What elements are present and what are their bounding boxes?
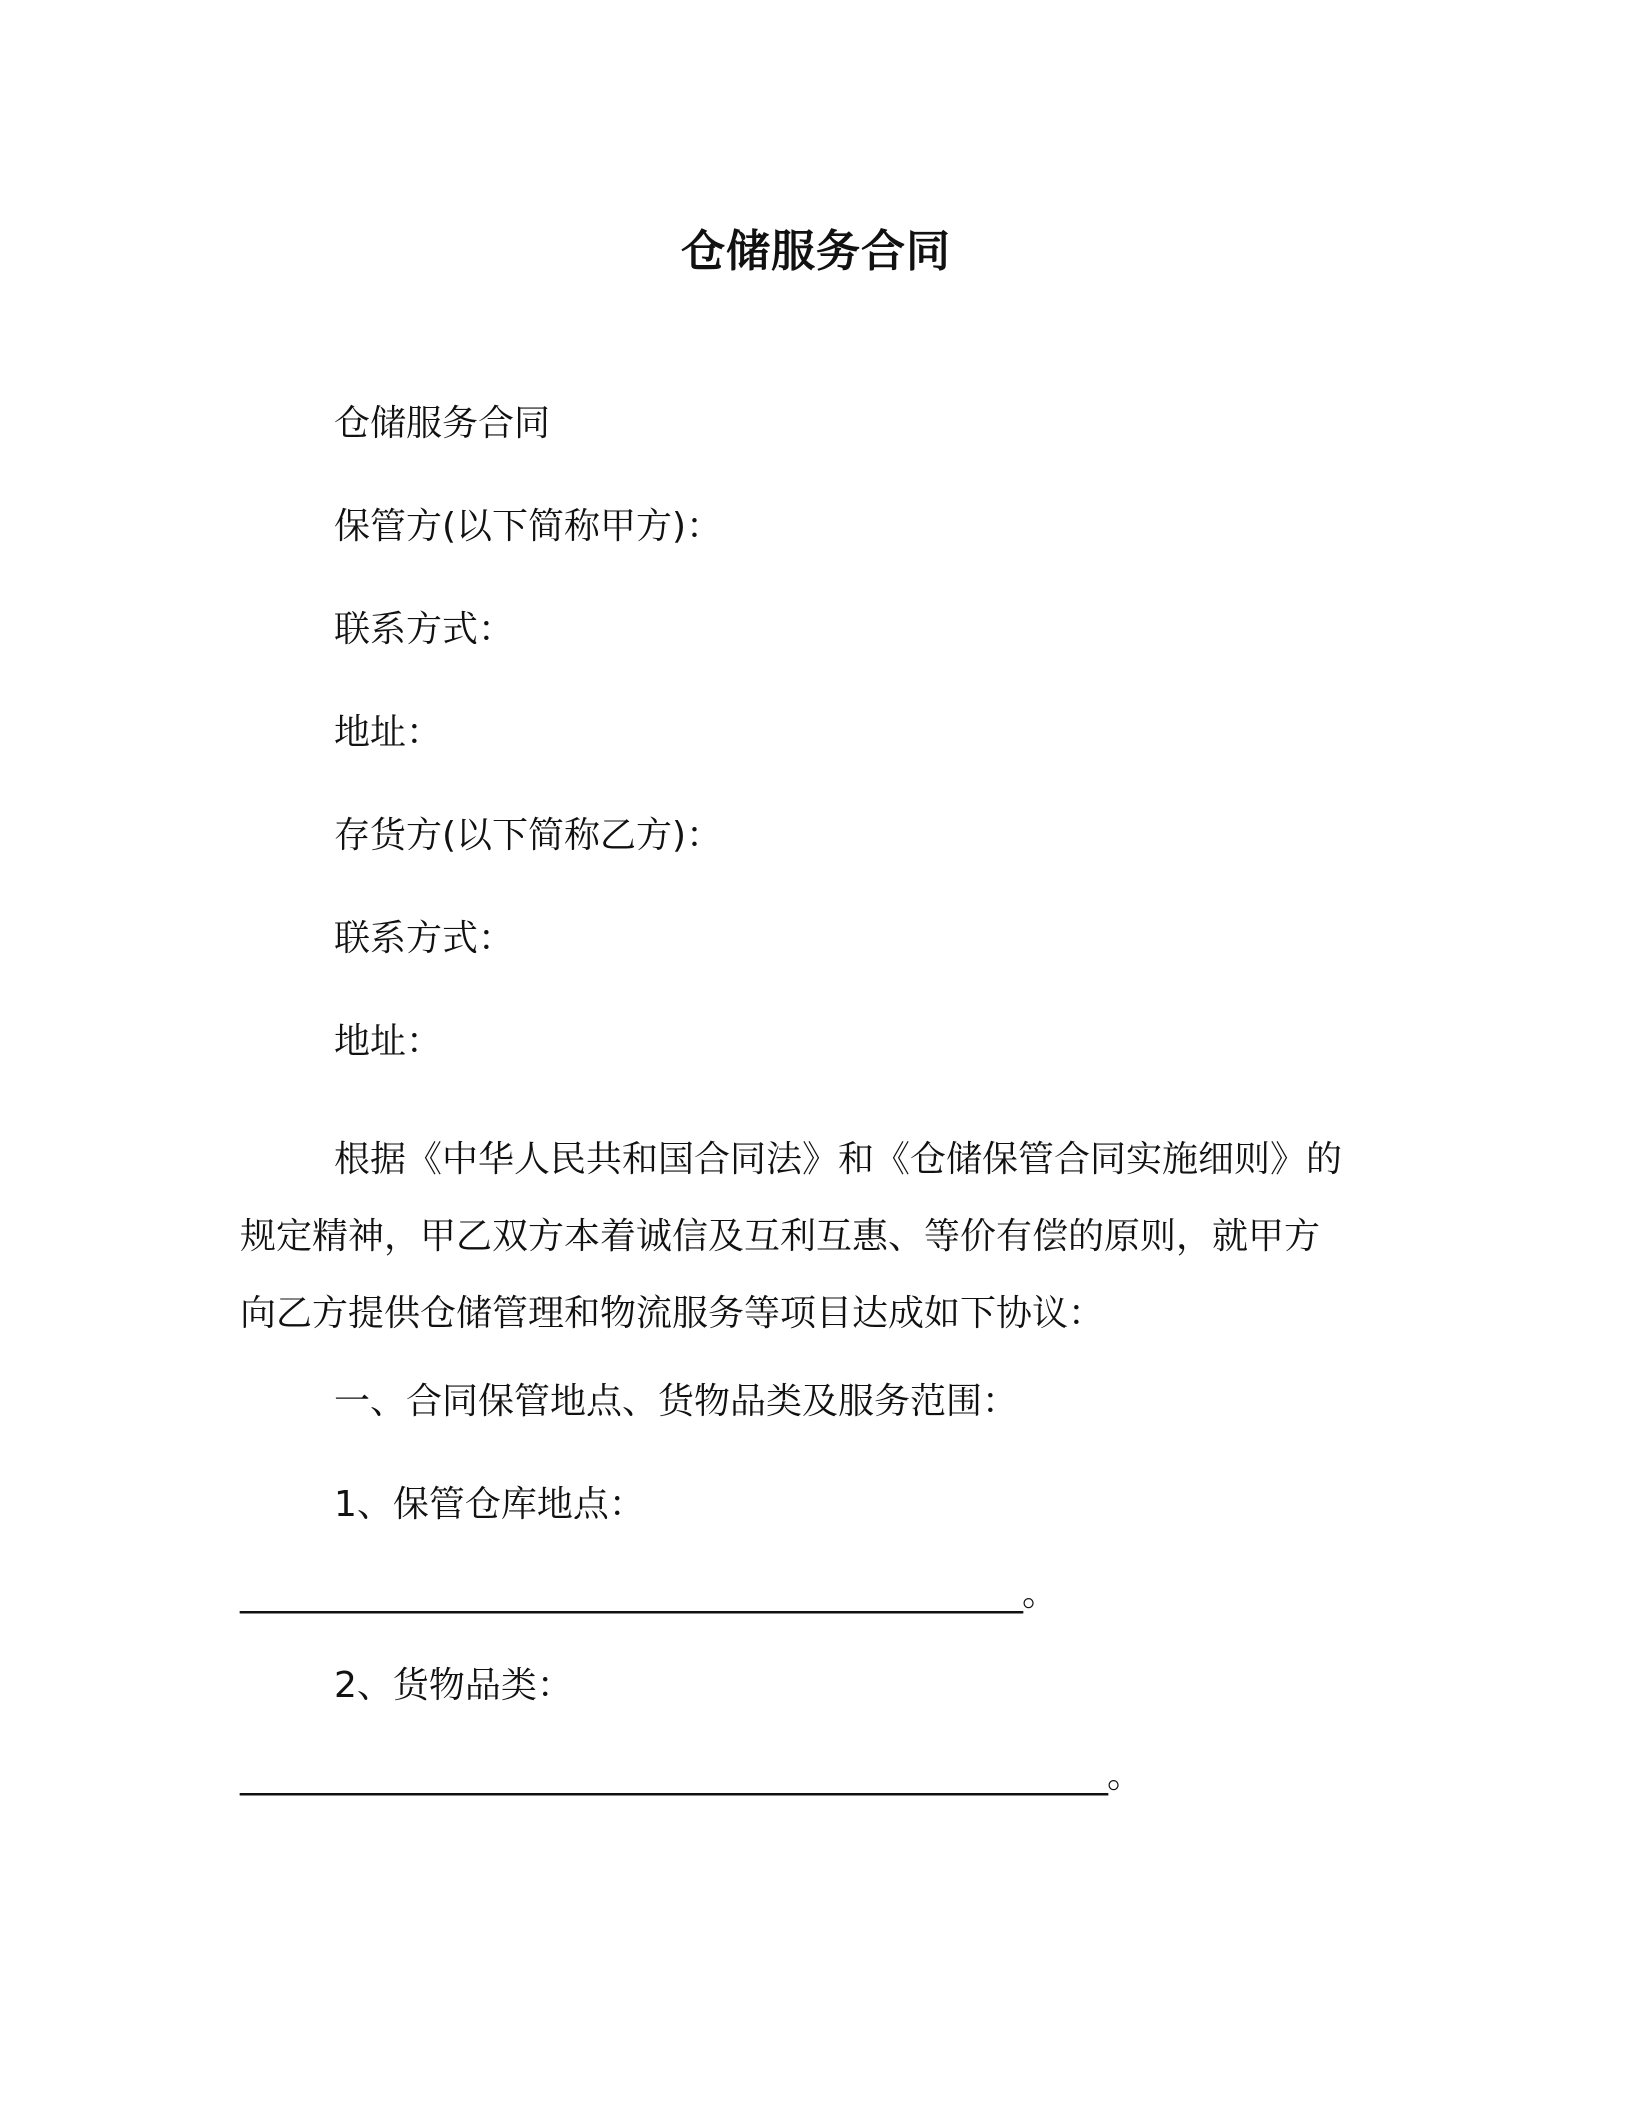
item-2-label: 2、货物品类： (334, 1665, 573, 1706)
document-title: 仓储服务合同 (681, 226, 951, 277)
intro-line-3: 向乙方提供仓储管理和物流服务等项目达成如下协议： (240, 1293, 1105, 1334)
party-a-address: 地址： (334, 712, 443, 753)
section-1-heading: 一、合同保管地点、货物品类及服务范围： (334, 1381, 1019, 1422)
intro-paragraph (240, 1121, 1400, 1352)
intro-line-2: 规定精神，甲乙双方本着诚信及互利互惠、等价有偿的原则，就甲方 (240, 1216, 1321, 1257)
party-b-address: 地址： (334, 1021, 443, 1062)
party-b-contact: 联系方式： (334, 918, 515, 959)
contract-subtitle: 仓储服务合同 (334, 403, 551, 444)
party-a-contact: 联系方式： (334, 609, 515, 650)
party-a-label: 保管方(以下简称甲方)： (334, 506, 723, 547)
item-1-blank-line: ______________________________________________。 (240, 1573, 1057, 1614)
item-2-blank-line: ___________________________________________________。 (240, 1755, 1142, 1796)
intro-line-1: 根据《中华人民共和国合同法》和《仓储保管合同实施细则》的 (334, 1139, 1343, 1180)
party-b-label: 存货方(以下简称乙方)： (334, 815, 723, 856)
item-1-label: 1、保管仓库地点： (334, 1484, 645, 1525)
